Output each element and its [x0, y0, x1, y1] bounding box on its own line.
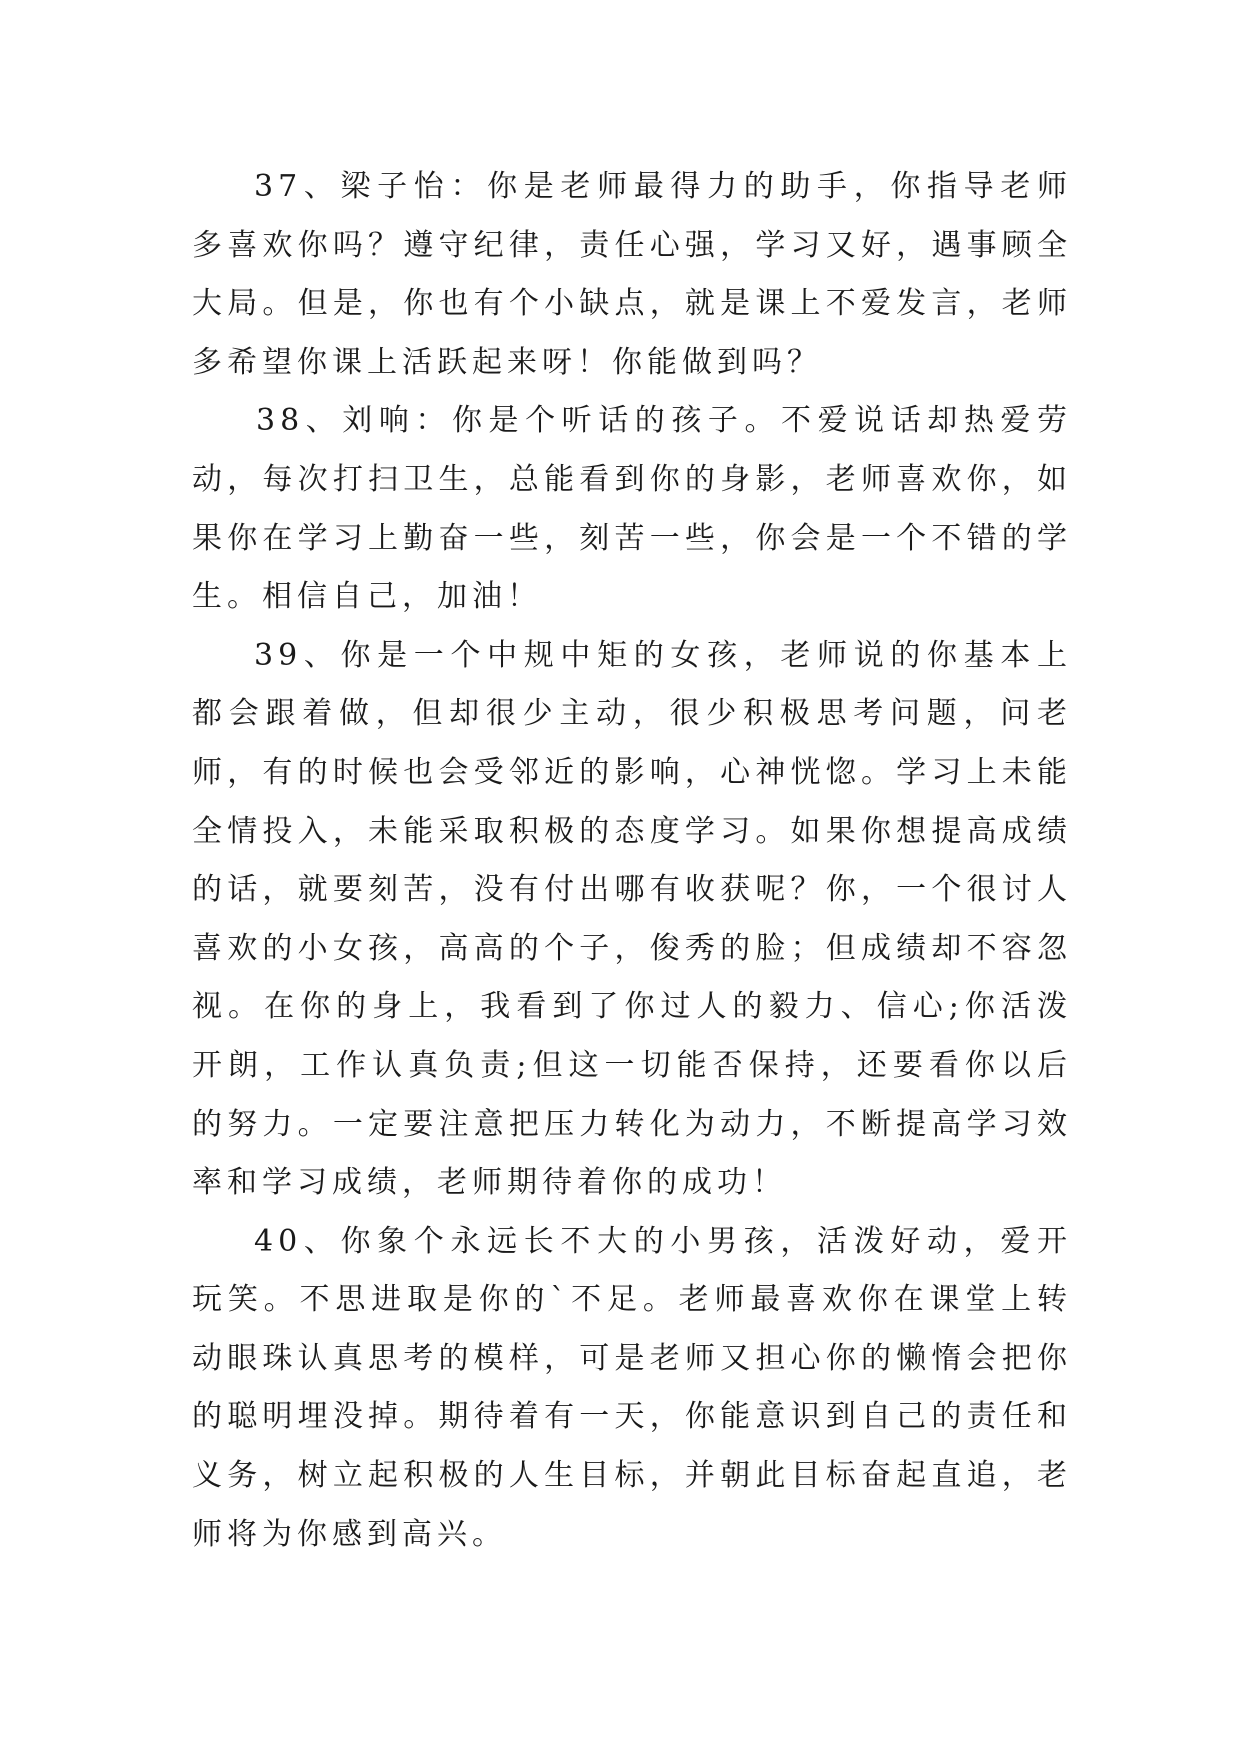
paragraph-40: 40、你象个永远长不大的小男孩，活泼好动，爱开玩笑。不思进取是你的`不足。老师最喜欢你在课堂上转动眼珠认真思考的模样，可是老师又担心你的懒惰会把你的聪明埋没掉。期待着有一天，你能意识到自己的责任和义务，树立起积极的人生目标，并朝此目标奋起直追，老师将为你感到高兴。 [192, 1223, 1072, 1552]
paragraph-37: 37、梁子怡：你是老师最得力的助手，你指导老师多喜欢你吗？遵守纪律，责任心强，学习又好，遇事顾全大局。但是，你也有个小缺点，就是课上不爱发言，老师多希望你课上活跃起来呀！你能做到吗？ [192, 169, 1072, 380]
paragraph-39: 39、你是一个中规中矩的女孩，老师说的你基本上都会跟着做，但却很少主动，很少积极思考问题，问老师，有的时候也会受邻近的影响，心神恍惚。学习上未能全情投入，未能采取积极的态度学习。如果你想提高成绩的话，就要刻苦，没有付出哪有收获呢？你，一个很讨人喜欢的小女孩，高高的个子，俊秀的脸；但成绩却不容忽视。在你的身上，我看到了你过人的毅力、信心;你活泼开朗，工作认真负责;但这一切能否保持，还要看你以后的努力。一定要注意把压力转化为动力，不断提高学习效率和学习成绩，老师期待着你的成功！ [192, 637, 1072, 1201]
paragraph-38: 38、刘响：你是个听话的孩子。不爱说话却热爱劳动，每次打扫卫生，总能看到你的身影，老师喜欢你，如果你在学习上勤奋一些，刻苦一些，你会是一个不错的学生。相信自己，加油！ [192, 403, 1072, 615]
document-body [192, 158, 1072, 1564]
